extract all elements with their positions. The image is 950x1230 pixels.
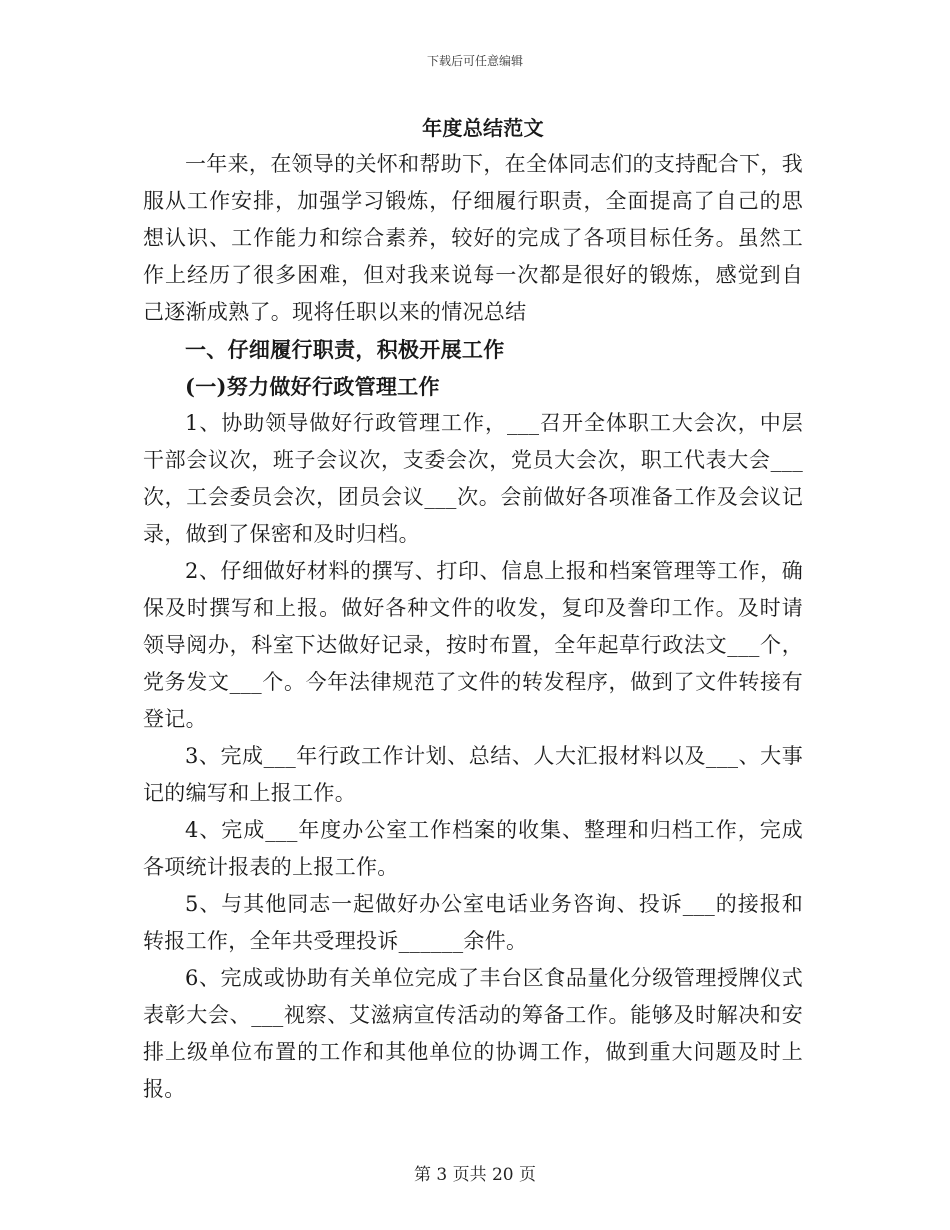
page-header: 下载后可任意编辑 xyxy=(426,54,523,68)
list-item-3: 3、完成___年行政工作计划、总结、人大汇报材料以及___、大事记的编写和上报工作。 xyxy=(143,744,803,805)
list-item-2: 2、仔细做好材料的撰写、打印、信息上报和档案管理等工作，确保及时撰写和上报。做好各种文件的收发，复印及誊印工作。及时请领导阅办，科室下达做好记录，按时布置，全年起草行政法文___个，党务发文___个。今年法律规范了文件的转发程序，做到了文件转接有登记。 xyxy=(143,559,803,731)
list-item-1: 1、协助领导做好行政管理工作，___召开全体职工大会次，中层干部会议次，班子会议次，支委会次，党员大会次，职工代表大会___次，工会委员会次，团员会议___次。会前做好各项准备工作及会议记录，做到了保密和及时归档。 xyxy=(143,411,803,546)
list-item-4: 4、完成___年度办公室工作档案的收集、整理和归档工作，完成各项统计报表的上报工作。 xyxy=(143,818,803,879)
subsection-heading: (一)努力做好行政管理工作 xyxy=(185,374,440,399)
intro-paragraph: 一年来，在领导的关怀和帮助下，在全体同志们的支持配合下，我服从工作安排，加强学习锻炼，仔细履行职责，全面提高了自己的思想认识、工作能力和综合素养，较好的完成了各项目标任务。虽然工作上经历了很多困难，但对我来说每一次都是很好的锻炼，感觉到自己逐渐成熟了。现将任职以来的情况总结 xyxy=(143,152,803,324)
document-body xyxy=(143,110,803,1108)
document-title: 年度总结范文 xyxy=(422,116,544,140)
list-item-6: 6、完成或协助有关单位完成了丰台区食品量化分级管理授牌仪式表彰大会、___视察、艾滋病宣传活动的筹备工作。能够及时解决和安排上级单位布置的工作和其他单位的协调工作，做到重大问题及时上报。 xyxy=(143,966,803,1101)
section-heading: 一、仔细履行职责，积极开展工作 xyxy=(185,337,505,362)
list-item-5: 5、与其他同志一起做好办公室电话业务咨询、投诉___的接报和转报工作，全年共受理投诉______余件。 xyxy=(143,892,803,953)
page-footer: 第 3 页共 20 页 xyxy=(413,1165,537,1185)
